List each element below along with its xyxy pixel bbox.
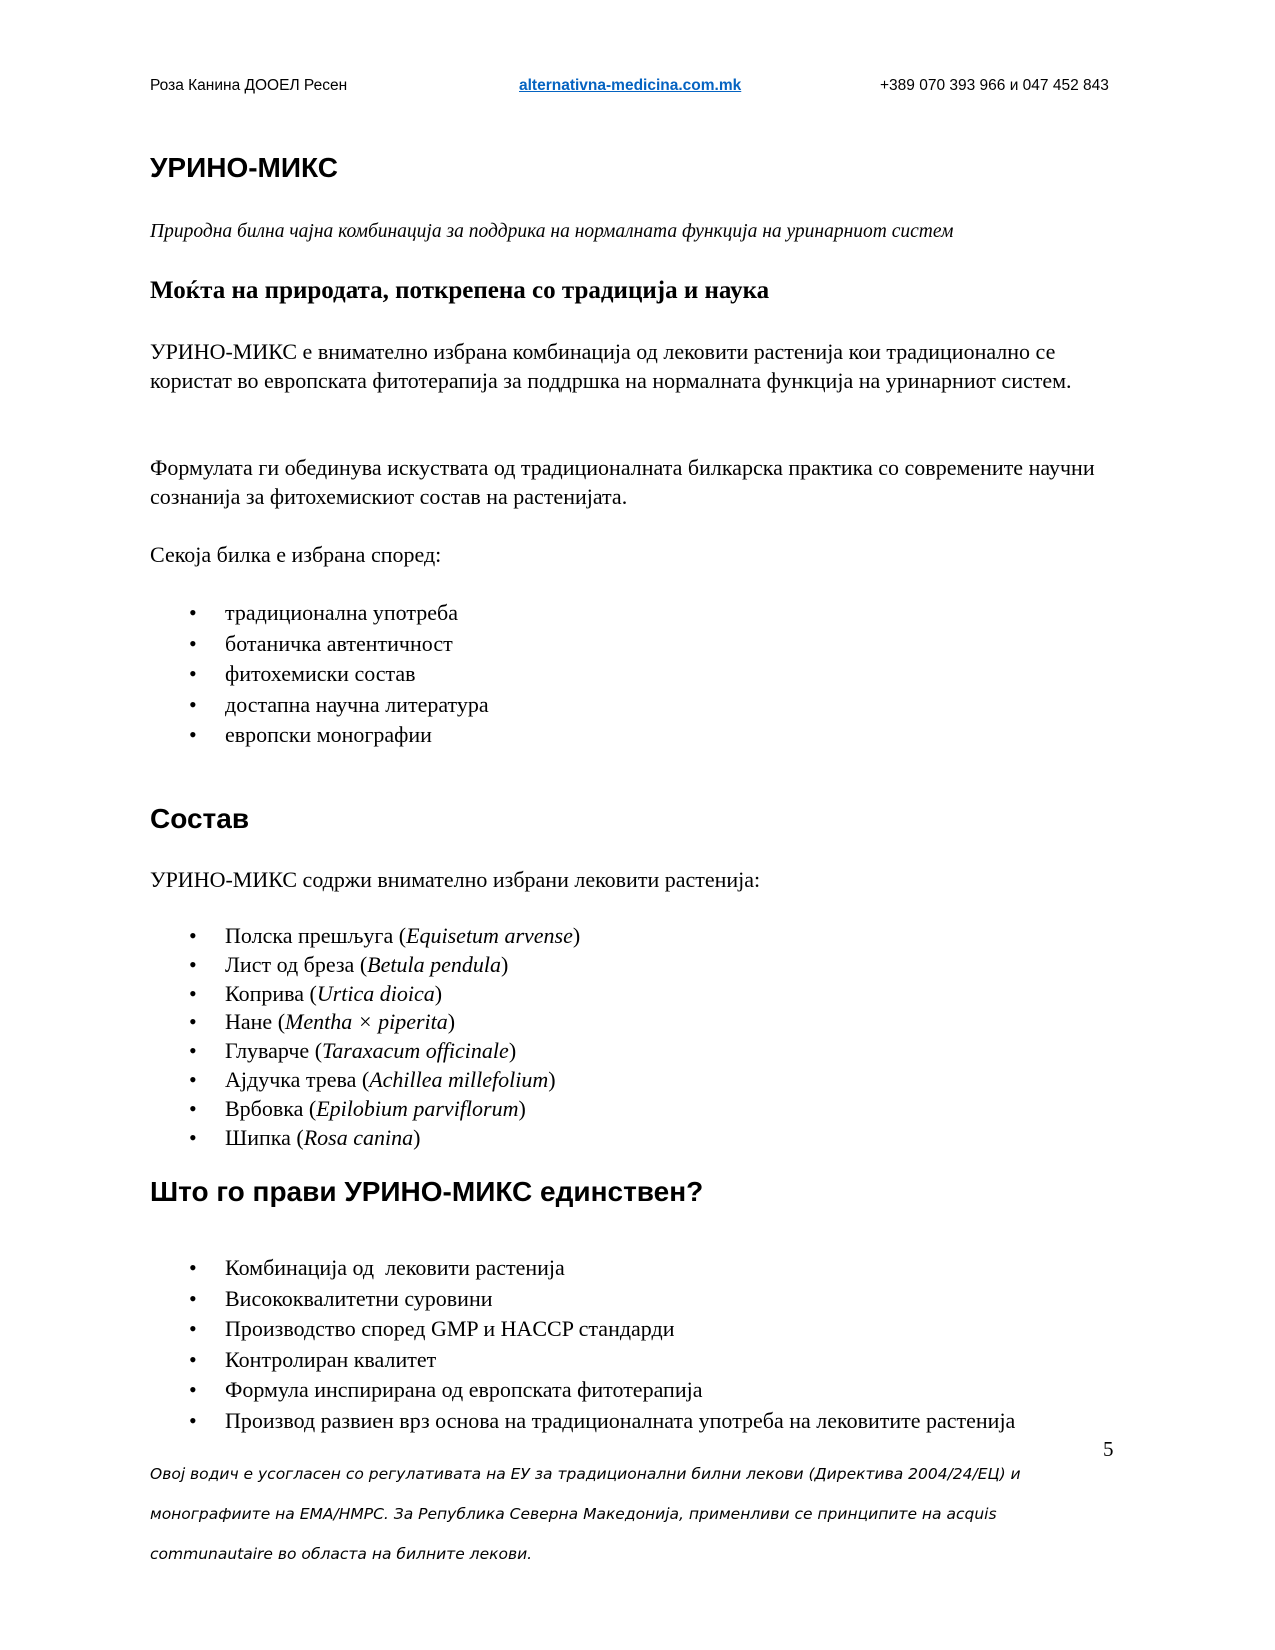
footer-line-1: Овој водич е усогласен со регулативата на ЕУ за традиционални билни лекови (Директива 2004/24/ЕЦ) и	[150, 1465, 1021, 1483]
bullet-icon: •	[189, 691, 197, 717]
list-item: • Коприва (Urtica dioica)	[150, 980, 580, 1009]
bullet-icon: •	[189, 1095, 197, 1121]
bullet-icon: •	[189, 661, 197, 686]
paragraph-selection: Секоја билка е избрана според:	[150, 542, 442, 567]
header-phone: +389 070 393 966 и 047 452 843	[880, 77, 1109, 94]
page-number: 5	[1103, 1437, 1114, 1461]
bullet-icon: •	[189, 1346, 197, 1372]
unique-features-list	[150, 1253, 1015, 1436]
list-item: • ботаничка автентичност	[150, 629, 489, 660]
list-item: • Ајдучка трева (Achillea millefolium)	[150, 1066, 580, 1095]
paragraph-intro: УРИНО-МИКС е внимателно избрана комбинација од лековити растенија кои традиционално се користат во европската фитотерапија за поддршка на нормалната функција на уринарниот систем.	[150, 339, 1072, 393]
bullet-icon: •	[189, 951, 197, 977]
header-company: Роза Канина ДООЕЛ Ресен	[150, 77, 348, 94]
footer-line-3: communautaire во областа на билните лекови.	[150, 1545, 533, 1563]
bullet-icon: •	[189, 923, 197, 948]
list-item: • Производство според GMP и HACCP стандарди	[150, 1314, 1015, 1345]
list-item: • традиционална употреба	[150, 598, 489, 629]
list-item: • Комбинација од лековити растенија	[150, 1253, 1015, 1284]
section-heading-power-of-nature: Моќта на природата, поткрепена со традиција и наука	[150, 277, 770, 304]
list-item: • фитохемиски состав	[150, 659, 489, 690]
bullet-icon: •	[189, 1285, 197, 1311]
list-item: • Лист од бреза (Betula pendula)	[150, 951, 580, 980]
list-item: • Производ развиен врз основа на традиционалната употреба на лековитите растенија	[150, 1406, 1015, 1437]
list-item: • Контролиран квалитет	[150, 1345, 1015, 1376]
paragraph-composition-intro: УРИНО-МИКС содржи внимателно избрани лековити растенија:	[150, 867, 761, 892]
bullet-icon: •	[189, 600, 197, 625]
list-item: • Врбовка (Epilobium parviflorum)	[150, 1095, 580, 1124]
bullet-icon: •	[189, 1316, 197, 1341]
header-website-link[interactable]: alternativna-medicina.com.mk	[519, 77, 742, 94]
bullet-icon: •	[189, 1377, 197, 1402]
bullet-icon: •	[189, 1066, 197, 1092]
list-item: • европски монографии	[150, 720, 489, 751]
list-item: • Нане (Mentha × piperita)	[150, 1008, 580, 1037]
bullet-icon: •	[189, 630, 197, 656]
bullet-icon: •	[189, 1124, 197, 1150]
list-item: • Формула инспирирана од европската фитотерапија	[150, 1375, 1015, 1406]
list-item: • Шипка (Rosa canina)	[150, 1124, 580, 1153]
bullet-icon: •	[189, 1407, 197, 1433]
bullet-icon: •	[189, 722, 197, 747]
page-title: УРИНО-МИКС	[150, 152, 338, 183]
bullet-icon: •	[189, 980, 197, 1006]
bullet-icon: •	[189, 1255, 197, 1280]
section-heading-unique: Што го прави УРИНО-МИКС единствен?	[150, 1176, 704, 1207]
bullet-icon: •	[189, 1009, 197, 1035]
list-item: • Висококвалитетни суровини	[150, 1284, 1015, 1315]
section-heading-composition: Состав	[150, 803, 250, 834]
list-item: • достапна научна литература	[150, 690, 489, 721]
footer-line-2: монографиите на ЕМА/HMPC. За Република Северна Македонија, применливи се принципите на acquis	[150, 1505, 997, 1523]
list-item: • Глуварче (Taraxacum officinale)	[150, 1037, 580, 1066]
bullet-icon: •	[189, 1038, 197, 1064]
page-subtitle: Природна билна чајна комбинација за поддрика на нормалната функција на уринарниот систем	[150, 221, 954, 242]
list-item: • Полска прешљуга (Equisetum arvense)	[150, 922, 580, 951]
ingredients-list	[150, 922, 580, 1152]
paragraph-formula: Формулата ги обединува искуствата од традиционалната билкарска практика со современите научни сознанија за фитохемискиот состав на растенијата.	[150, 455, 1095, 509]
criteria-list	[150, 598, 489, 751]
